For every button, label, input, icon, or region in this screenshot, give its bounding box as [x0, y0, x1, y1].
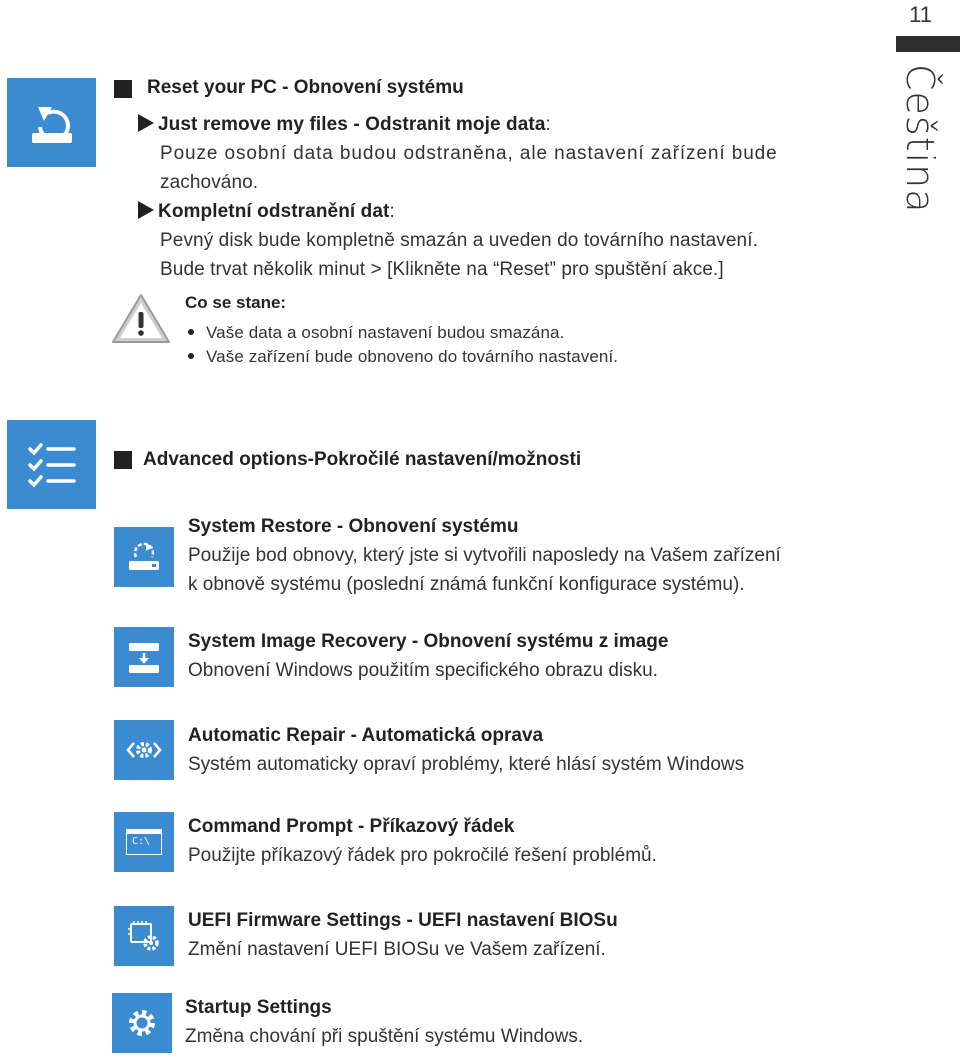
section-marker: [114, 451, 132, 469]
reset-option-1-suffix: :: [545, 114, 551, 135]
startup-settings-icon: [112, 993, 172, 1053]
system-restore-desc-line-1: Použije bod obnovy, který jste si vytvořili naposledy na Vašem zařízení: [188, 545, 781, 566]
reset-option-2: [138, 201, 395, 223]
warning-bullet-1-text: Vaše data a osobní nastavení budou smazána.: [206, 323, 565, 342]
arrow-right-icon: [138, 201, 154, 219]
command-prompt-title: Command Prompt - Příkazový řádek: [188, 816, 515, 837]
advanced-heading: Advanced options-Pokročilé nastavení/možnosti: [143, 449, 582, 470]
warning-bullet-2: [188, 347, 618, 367]
reset-option-1: [138, 114, 551, 136]
command-prompt-desc-line-1: Použijte příkazový řádek pro pokročilé řešení problémů.: [188, 845, 657, 866]
reset-option-2-desc-line-1: Pevný disk bude kompletně smazán a uveden do továrního nastavení.: [160, 230, 758, 251]
automatic-repair-desc-line-1: Systém automaticky opraví problémy, které hlásí systém Windows: [188, 754, 745, 775]
uefi-firmware-icon: [114, 906, 174, 966]
system-restore-title: System Restore - Obnovení systému: [188, 516, 519, 537]
advanced-options-icon: [7, 420, 96, 509]
startup-settings-title: Startup Settings: [185, 997, 332, 1018]
command-window-icon: [126, 829, 162, 855]
page-number-bar: [896, 36, 960, 52]
reset-pc-icon: [7, 78, 96, 167]
command-prompt-icon-text: C:\: [132, 836, 151, 847]
reset-option-2-title: Kompletní odstranění dat: [158, 201, 390, 222]
warning-title: Co se stane:: [185, 293, 287, 312]
page-number: 11: [909, 2, 932, 27]
warning-icon: [110, 292, 172, 351]
reset-option-1-title: Just remove my files - Odstranit moje data: [158, 114, 546, 135]
reset-option-1-desc-line-2: zachováno.: [160, 172, 259, 193]
system-restore-desc-line-2: k obnově systému (poslední známá funkční konfigurace systému).: [188, 574, 745, 595]
startup-settings-desc-line-1: Změna chování při spuštění systému Windows.: [185, 1026, 584, 1047]
reset-heading: Reset your PC - Obnovení systému: [147, 77, 464, 98]
arrow-right-icon: [138, 114, 154, 132]
reset-option-2-desc-line-2: Bude trvat několik minut > [Klikněte na “Reset” pro spuštění akce.]: [160, 259, 724, 280]
warning-bullet-2-text: Vaše zařízení bude obnoveno do továrního nastavení.: [206, 347, 619, 366]
automatic-repair-icon: [114, 720, 174, 780]
system-image-desc-line-1: Obnovení Windows použitím specifického obrazu disku.: [188, 660, 658, 681]
system-restore-icon: [114, 527, 174, 587]
bullet-icon: [188, 353, 194, 359]
system-image-icon: [114, 627, 174, 687]
section-marker: [114, 80, 132, 98]
reset-option-1-desc-line-1: Pouze osobní data budou odstraněna, ale nastavení zařízení bude: [160, 143, 778, 164]
reset-option-2-suffix: :: [389, 201, 395, 222]
warning-bullet-1: [188, 323, 564, 343]
system-image-title: System Image Recovery - Obnovení systému z image: [188, 631, 669, 652]
command-prompt-icon: [114, 812, 174, 872]
uefi-firmware-desc-line-1: Změní nastavení UEFI BIOSu ve Vašem zařízení.: [188, 939, 606, 960]
automatic-repair-title: Automatic Repair - Automatická oprava: [188, 725, 544, 746]
uefi-firmware-title: UEFI Firmware Settings - UEFI nastavení BIOSu: [188, 910, 618, 931]
bullet-icon: [188, 329, 194, 335]
language-label: Čeština: [898, 64, 942, 214]
